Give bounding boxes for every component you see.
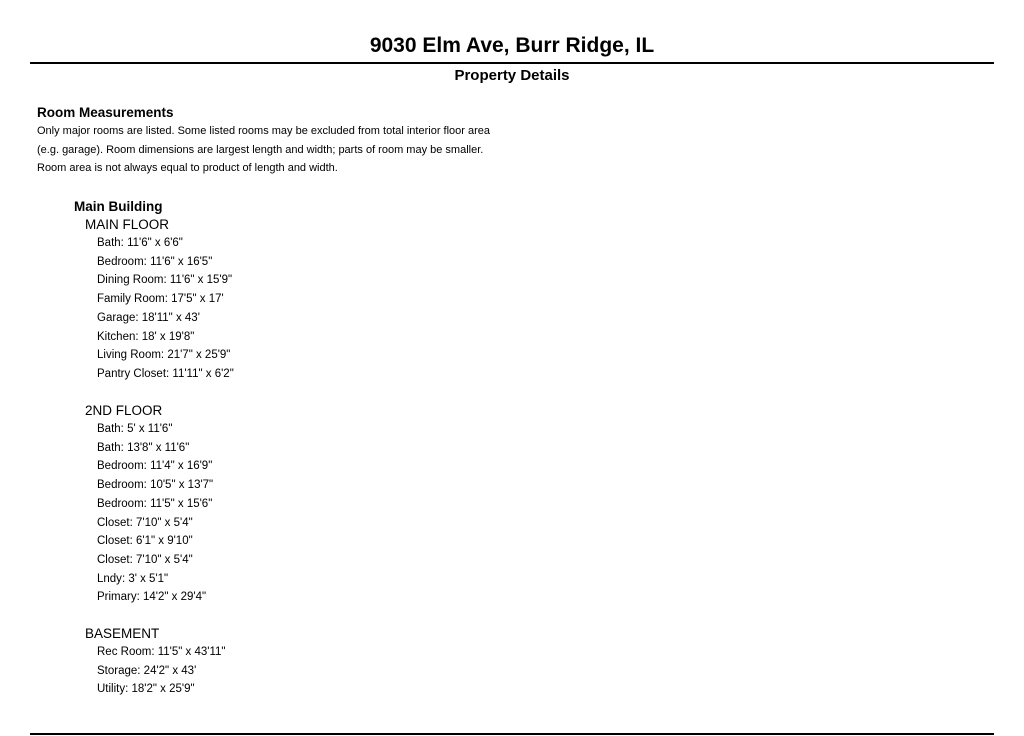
room-name: Rec Room <box>97 646 152 658</box>
room-item: Rec Room: 11'5" x 43'11" <box>97 646 226 658</box>
page-title: 9030 Elm Ave, Burr Ridge, IL <box>369 34 655 57</box>
room-item: Storage: 24'2" x 43' <box>97 664 197 677</box>
room-item: Bedroom: 11'4" x 16'9" <box>97 460 213 473</box>
room-item: Closet: 7'10" x 5'4" <box>97 516 193 529</box>
room-item: Utility: 18'2" x 25'9" <box>97 683 195 696</box>
room-dims: 11'6" x 15'9" <box>169 274 233 287</box>
room-name: Utility <box>97 683 126 696</box>
room-item: Garage: 18'11" x 43' <box>97 311 200 324</box>
room-name: Storage <box>97 664 138 677</box>
room-item: Bath: 13'8" x 11'6" <box>97 441 190 454</box>
room-name: Closet <box>97 553 130 566</box>
room-item: Bedroom: 11'6" x 16'5" <box>97 255 213 268</box>
room-dims: 21'7" x 25'9" <box>167 349 231 362</box>
room-dims: 11'5" x 15'6" <box>150 497 213 510</box>
room-name: Lndy <box>97 572 122 585</box>
room-name: Dining Room <box>97 274 164 287</box>
room-item: Bedroom: 11'5" x 15'6" <box>97 497 213 510</box>
room-name: Closet <box>97 535 130 548</box>
room-dims: 7'10" x 5'4" <box>136 516 193 529</box>
room-item: Family Room: 17'5" x 17' <box>97 293 224 306</box>
room-name: Bath <box>97 423 121 435</box>
room-dims: 18'11" x 43' <box>141 311 200 324</box>
room-dims: 11'4" x 16'9" <box>150 460 213 473</box>
room-item: Closet: 6'1" x 9'10" <box>97 535 193 548</box>
room-dims: 11'6" x 16'5" <box>150 255 213 268</box>
room-dims: 24'2" x 43' <box>143 664 197 677</box>
room-dims: 5' x 11'6" <box>127 423 173 435</box>
floor-name: 2ND FLOOR <box>85 403 163 418</box>
page-subtitle: Property Details <box>454 67 570 84</box>
room-name: Family Room <box>97 293 165 306</box>
footer-rule <box>30 733 994 735</box>
room-item: Primary: 14'2" x 29'4" <box>97 591 207 604</box>
room-dims: 3' x 5'1" <box>128 572 169 585</box>
room-dims: 7'10" x 5'4" <box>136 553 193 566</box>
floor-name: MAIN FLOOR <box>85 217 170 232</box>
room-dims: 17'5" x 17' <box>171 293 224 306</box>
room-item: Living Room: 21'7" x 25'9" <box>97 349 231 362</box>
room-name: Bath <box>97 237 121 249</box>
room-item: Bath: 11'6" x 6'6" <box>97 237 183 249</box>
room-dims: 13'8" x 11'6" <box>127 441 190 454</box>
room-name: Bedroom <box>97 497 144 510</box>
note-line: Room area is not always equal to product of length and width. <box>37 162 338 175</box>
room-dims: 11'11" x 6'2" <box>172 367 234 380</box>
room-item: Kitchen: 18' x 19'8" <box>97 330 195 343</box>
room-name: Bedroom <box>97 460 144 473</box>
room-name: Primary <box>97 591 137 604</box>
building-name: Main Building <box>74 199 163 214</box>
room-item: Closet: 7'10" x 5'4" <box>97 553 193 566</box>
room-item: Dining Room: 11'6" x 15'9" <box>97 274 233 287</box>
room-dims: 18' x 19'8" <box>141 330 195 343</box>
room-dims: 11'5" x 43'11" <box>157 646 226 658</box>
room-item: Pantry Closet: 11'11" x 6'2" <box>97 367 234 380</box>
floor-name: BASEMENT <box>85 626 160 641</box>
room-dims: 11'6" x 6'6" <box>127 237 183 249</box>
note-line: (e.g. garage). Room dimensions are largest length and width; parts of room may be smaller. <box>37 143 484 156</box>
room-item: Bedroom: 10'5" x 13'7" <box>97 479 214 492</box>
floor-main <box>85 215 234 384</box>
floor-basement <box>85 624 225 699</box>
room-dims: 10'5" x 13'7" <box>150 479 214 492</box>
room-name: Bedroom <box>97 479 144 492</box>
room-name: Closet <box>97 516 130 529</box>
room-item: Bath: 5' x 11'6" <box>97 423 173 435</box>
note-line: Only major rooms are listed. Some listed rooms may be excluded from total interior floor area <box>37 125 491 137</box>
floor-2nd <box>85 401 213 607</box>
room-name: Garage <box>97 311 136 324</box>
room-name: Pantry Closet <box>97 367 167 380</box>
room-list <box>85 234 234 384</box>
room-list <box>85 643 225 699</box>
section-note <box>37 122 537 178</box>
room-name: Living Room <box>97 349 161 362</box>
room-dims: 14'2" x 29'4" <box>143 591 207 604</box>
room-dims: 6'1" x 9'10" <box>136 535 193 548</box>
room-item: Lndy: 3' x 5'1" <box>97 572 169 585</box>
room-name: Bath <box>97 441 121 454</box>
room-list <box>85 420 213 607</box>
room-dims: 18'2" x 25'9" <box>131 683 195 696</box>
room-name: Kitchen <box>97 330 136 343</box>
header-rule <box>30 62 994 64</box>
section-heading: Room Measurements <box>37 105 174 120</box>
room-name: Bedroom <box>97 255 144 268</box>
